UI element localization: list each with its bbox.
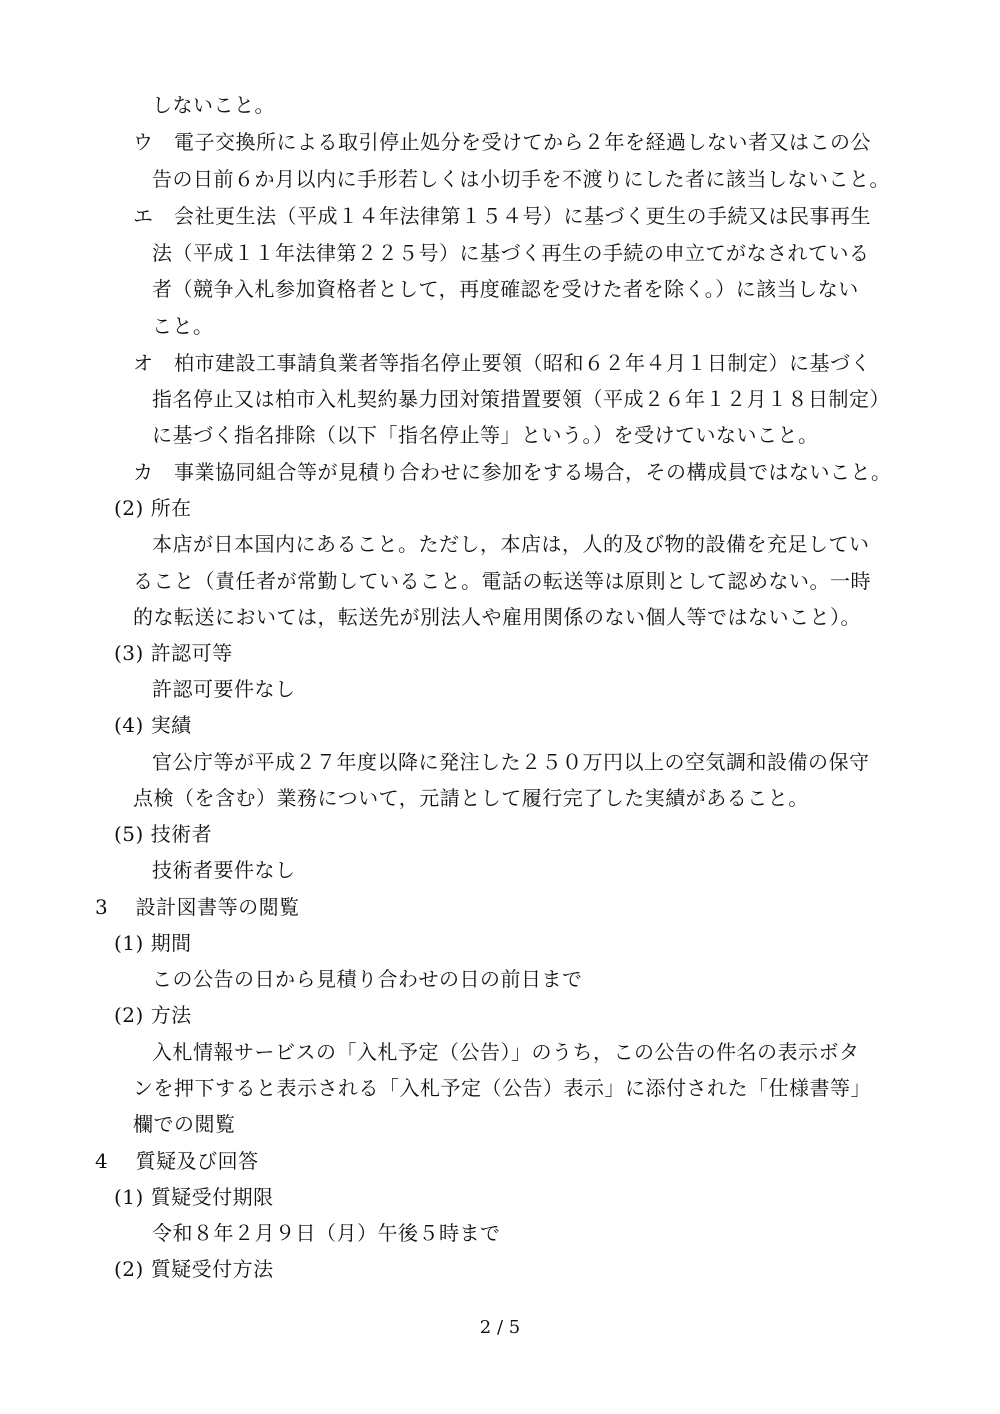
section-heading: (2) 質疑受付方法 xyxy=(114,1257,274,1281)
section-heading: (2) 所在 xyxy=(114,496,192,520)
section-heading: (1) 質疑受付期限 xyxy=(114,1185,274,1209)
section-heading: (4) 実績 xyxy=(114,713,192,737)
text-line: エ 会社更生法（平成１４年法律第１５４号）に基づく更生の手続又は民事再生 xyxy=(133,204,871,228)
section-heading: (2) 方法 xyxy=(114,1003,192,1027)
text-line: しないこと。 xyxy=(152,93,275,117)
text-line: カ 事業協同組合等が見積り合わせに参加をする場合，その構成員ではないこと。 xyxy=(133,460,892,484)
text-line: 点検（を含む）業務について，元請として履行完了した実績があること。 xyxy=(133,786,809,810)
text-line: 者（競争入札参加資格者として，再度確認を受けた者を除く。）に該当しない xyxy=(152,277,859,301)
chapter-heading: 4 質疑及び回答 xyxy=(95,1149,259,1173)
chapter-heading: 3 設計図書等の閲覧 xyxy=(95,895,300,919)
text-line: ウ 電子交換所による取引停止処分を受けてから２年を経過しない者又はこの公 xyxy=(133,130,871,154)
text-line: 的な転送においては，転送先が別法人や雇用関係のない個人等ではないこと）。 xyxy=(133,605,861,629)
text-line: 令和８年２月９日（月）午後５時まで xyxy=(152,1221,501,1245)
text-line: この公告の日から見積り合わせの日の前日まで xyxy=(152,967,583,991)
page-number: 2 / 5 xyxy=(479,1317,521,1338)
text-line: 官公庁等が平成２７年度以降に発注した２５０万円以上の空気調和設備の保守 xyxy=(152,750,870,774)
text-line: 指名停止又は柏市入札契約暴力団対策措置要領（平成２６年１２月１８日制定） xyxy=(152,387,890,411)
text-line: 欄での閲覧 xyxy=(133,1112,236,1136)
text-line: 技術者要件なし xyxy=(152,858,296,882)
section-heading: (1) 期間 xyxy=(114,931,192,955)
section-heading: (5) 技術者 xyxy=(114,822,213,846)
text-line: に基づく指名排除（以下「指名停止等」という。）を受けていないこと。 xyxy=(152,423,819,447)
text-line: 入札情報サービスの「入札予定（公告）」のうち，この公告の件名の表示ボタ xyxy=(152,1040,860,1064)
text-line: ンを押下すると表示される「入札予定（公告）表示」に添付された「仕様書等」 xyxy=(133,1076,871,1100)
text-line: こと。 xyxy=(152,314,214,338)
section-heading: (3) 許認可等 xyxy=(114,641,233,665)
text-line: 告の日前６か月以内に手形若しくは小切手を不渡りにした者に該当しないこと。 xyxy=(152,167,890,191)
text-line: 法（平成１１年法律第２２５号）に基づく再生の手続の申立てがなされている xyxy=(152,241,870,265)
text-line: ること（責任者が常勤していること。電話の転送等は原則として認めない。一時 xyxy=(133,569,871,593)
text-line: 許認可要件なし xyxy=(152,677,296,701)
text-line: オ 柏市建設工事請負業者等指名停止要領（昭和６２年４月１日制定）に基づく xyxy=(133,351,871,375)
text-line: 本店が日本国内にあること。ただし，本店は，人的及び物的設備を充足してい xyxy=(152,532,870,556)
